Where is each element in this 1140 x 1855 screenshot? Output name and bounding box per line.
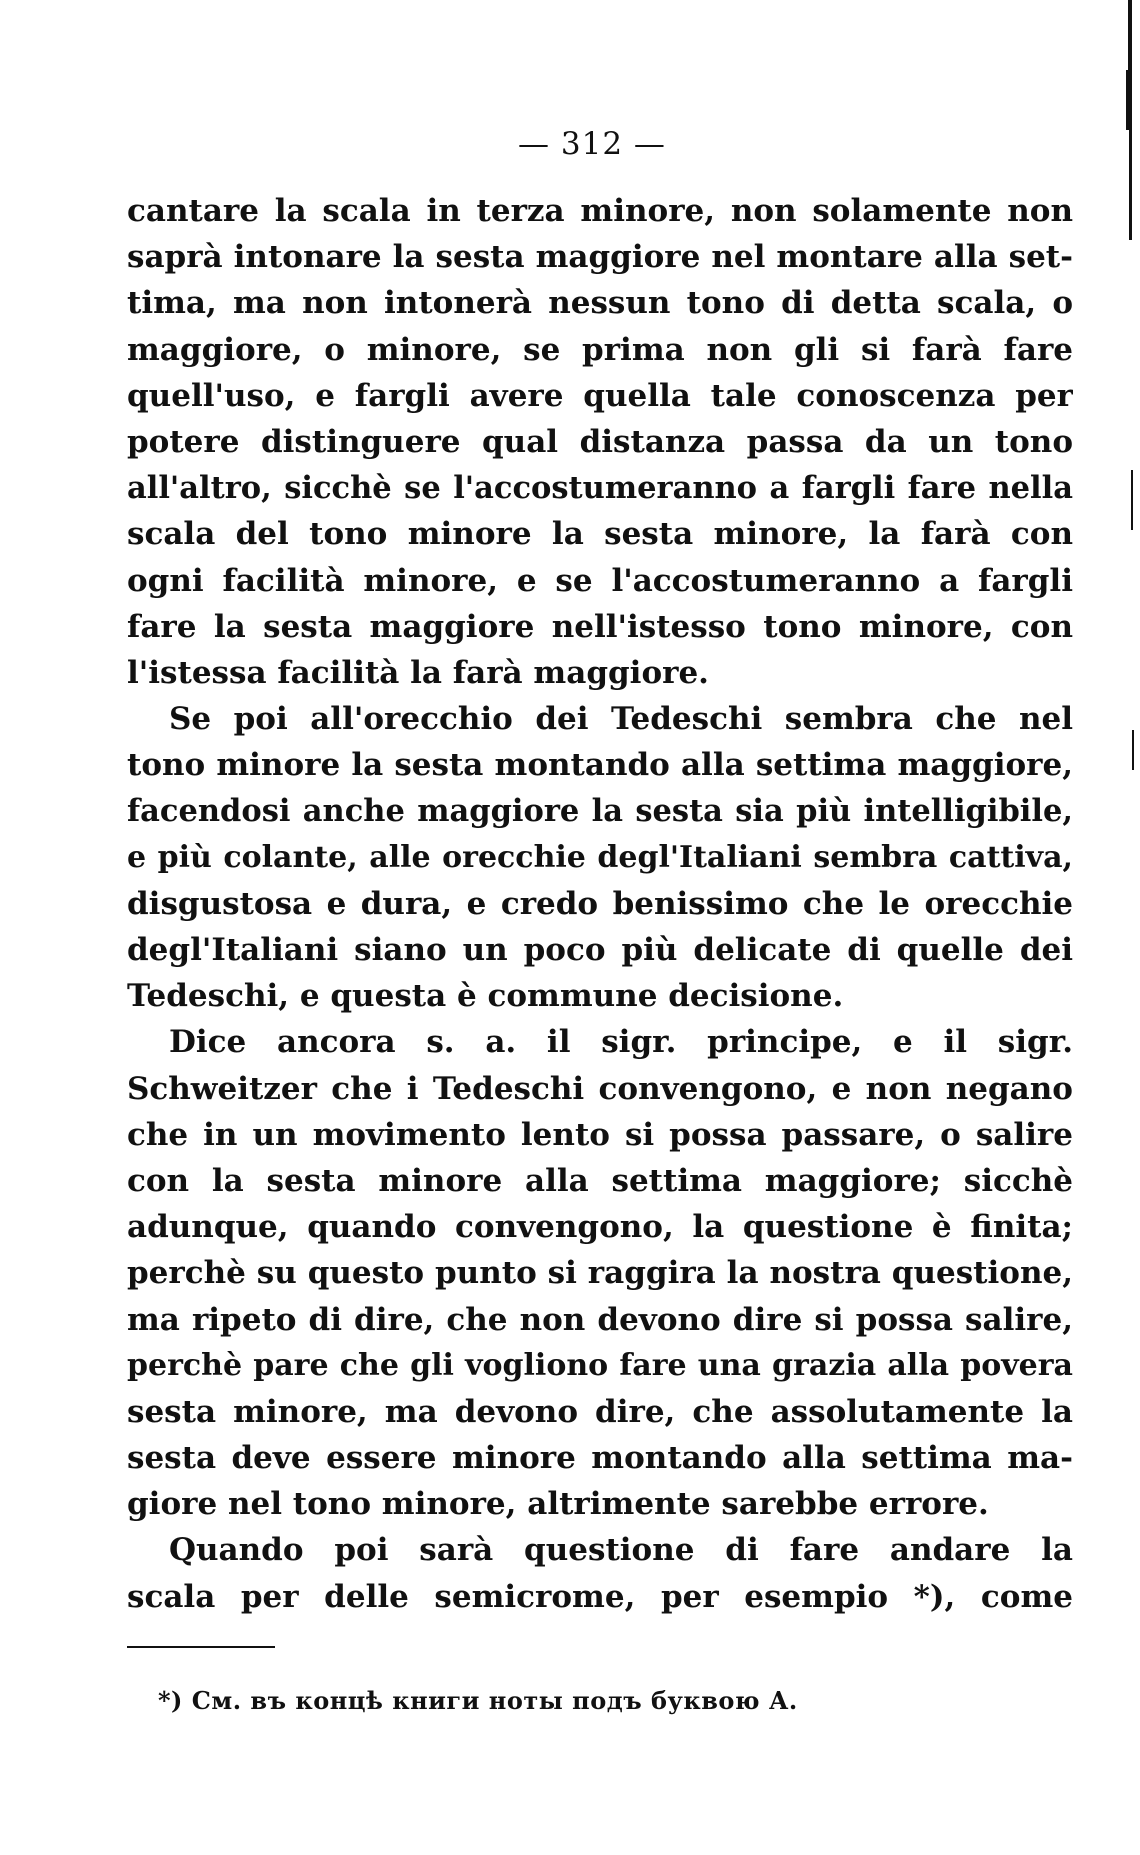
text-line: Tedeschi, e questa è commune decisione.: [127, 978, 844, 1015]
page-edge-mark: [1126, 70, 1132, 130]
text-line: Quando poi sarà questione di fare andare la: [169, 1532, 1073, 1569]
text-line: ma ripeto di dire, che non devono dire si possa salire,: [127, 1301, 1073, 1338]
page-edge-mark: [1131, 470, 1133, 530]
text-line: fare la sesta maggiore nell'istesso tono minore, con: [127, 608, 1073, 645]
text-line: con la sesta minore alla settima maggiore; sicchè: [127, 1162, 1073, 1199]
body-text: [127, 188, 1073, 1620]
text-line: saprà intonare la sesta maggiore nel montare alla set-: [127, 239, 1073, 276]
page-edge-mark: [1128, 0, 1132, 70]
text-line: potere distinguere qual distanza passa da un tono: [127, 423, 1073, 460]
page-number: — 312 —: [518, 126, 666, 162]
footnote: *) См. въ концѣ книги ноты подъ буквою А.: [158, 1686, 798, 1715]
text-line: sesta deve essere minore montando alla settima ma-: [127, 1440, 1073, 1477]
text-line: che in un movimento lento si possa passare, o salire: [127, 1116, 1073, 1153]
text-line: Se poi all'orecchio dei Tedeschi sembra che nel: [169, 701, 1073, 738]
footnote-rule: [127, 1646, 275, 1648]
text-line: facendosi anche maggiore la sesta sia più intelligibile,: [127, 793, 1073, 830]
text-line: Dice ancora s. a. il sigr. principe, e il sigr.: [169, 1024, 1073, 1061]
text-line: scala per delle semicrome, per esempio *), come: [127, 1578, 1073, 1615]
text-line: scala del tono minore la sesta minore, la farà con: [127, 516, 1073, 553]
text-line: tono minore la sesta montando alla settima maggiore,: [127, 747, 1073, 784]
text-line: maggiore, o minore, se prima non gli si farà fare: [127, 331, 1073, 368]
page-edge-mark: [1132, 730, 1134, 770]
text-line: giore nel tono minore, altrimente sarebbe errore.: [127, 1486, 989, 1523]
text-line: ogni facilità minore, e se l'accostumeranno a fargli: [127, 562, 1073, 599]
text-line: degl'Italiani siano un poco più delicate di quelle dei: [127, 932, 1073, 968]
text-line: perchè pare che gli vogliono fare una grazia alla povera: [127, 1347, 1073, 1383]
text-line: tima, ma non intonerà nessun tono di detta scala, o: [127, 285, 1073, 322]
text-line: sesta minore, ma devono dire, che assolutamente la: [127, 1393, 1073, 1430]
text-line: disgustosa e dura, e credo benissimo che le orecchie: [127, 885, 1073, 922]
text-line: e più colante, alle orecchie degl'Italiani sembra cattiva,: [127, 839, 1073, 875]
text-line: adunque, quando convengono, la questione è finita;: [127, 1209, 1073, 1246]
text-line: cantare la scala in terza minore, non solamente non: [127, 193, 1073, 229]
text-line: Schweitzer che i Tedeschi convengono, e non negano: [127, 1070, 1073, 1107]
text-line: all'altro, sicchè se l'accostumeranno a fargli fare nella: [127, 470, 1073, 507]
text-line: quell'uso, e fargli avere quella tale conoscenza per: [127, 377, 1073, 414]
text-line: l'istessa facilità la farà maggiore.: [127, 654, 709, 691]
text-line: perchè su questo punto si raggira la nostra questione,: [127, 1255, 1073, 1292]
